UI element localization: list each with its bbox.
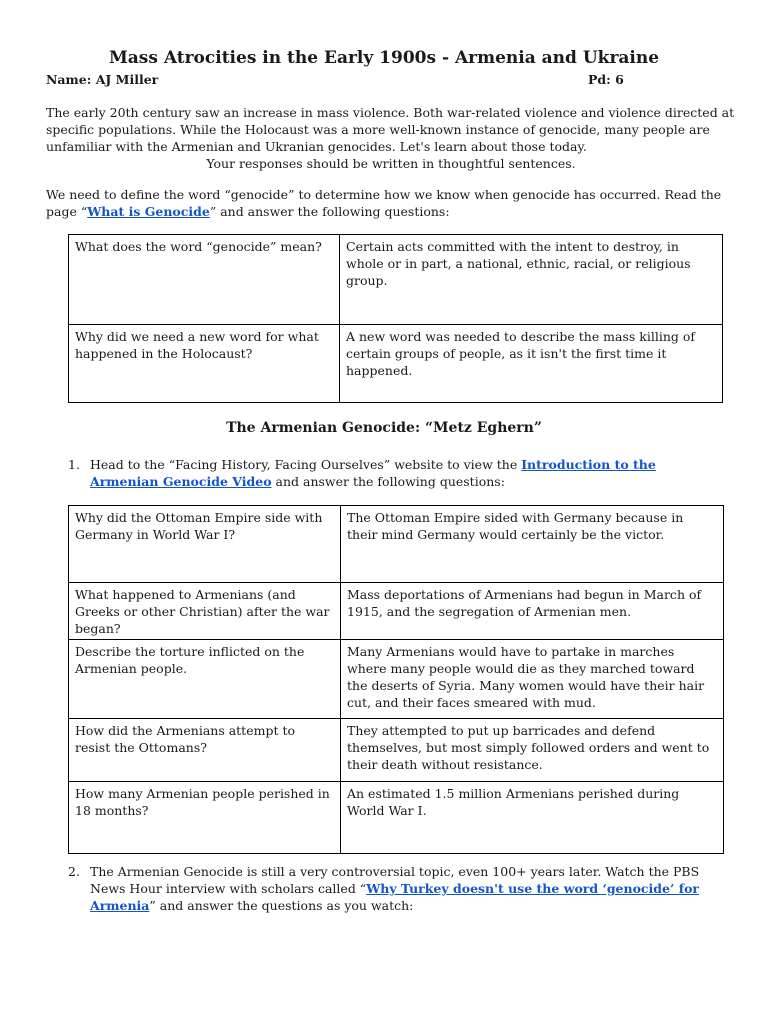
table-row [69,235,723,325]
question-cell: Why did we need a new word for what happened in the Holocaust? [69,325,340,403]
name-line [46,71,158,88]
question-cell: Describe the torture inflicted on the Armenian people. [69,640,341,719]
table-row [69,325,723,403]
item-text-after: and answer the following questions: [271,474,505,489]
answer-cell[interactable]: The Ottoman Empire sided with Germany because in their mind Germany would certainly be the victor. [341,506,724,583]
question-item-2 [68,863,718,914]
answer-cell[interactable]: A new word was needed to describe the mass killing of certain groups of people, as it isn't the first time it happened. [340,325,723,403]
page-title: Mass Atrocities in the Early 1900s - Armenia and Ukraine [108,48,660,68]
define-instructions [46,186,736,220]
what-is-genocide-link[interactable]: What is Genocide [87,204,210,219]
name-value: AJ Miller [95,72,159,87]
table-row [69,640,724,719]
table-row [69,719,724,782]
table-row [69,782,724,854]
item-text-before: Head to the “Facing History, Facing Ourselves” website to view the [90,457,522,472]
question-item-1 [68,456,718,490]
genocide-definition-table [68,234,723,403]
item-number: 1. [68,457,80,472]
answer-cell[interactable]: Many Armenians would have to partake in marches where many people would die as they marched toward the deserts of Syria. Many women would have their hair cut, and their faces smeared with mud. [341,640,724,719]
item-text [90,863,718,914]
intro-paragraph: The early 20th century saw an increase in mass violence. Both war-related violence and violence directed at specific populations. While the Holocaust was a more well-known instance of genocide, many people are unfamiliar with the Armenian and Ukranian genocides. Let's learn about those today. [46,105,735,154]
intro-section [46,104,736,172]
question-cell: What does the word “genocide” mean? [69,235,340,325]
item-number: 2. [68,864,80,879]
answer-cell[interactable]: Mass deportations of Armenians had begun in March of 1915, and the segregation of Armenian men. [341,583,724,640]
define-paragraph [46,186,736,220]
armenian-genocide-table [68,505,724,854]
question-cell: How did the Armenians attempt to resist the Ottomans? [69,719,341,782]
intro-instruction: Your responses should be written in thoughtful sentences. [206,156,576,171]
period-label: Pd: [588,72,611,87]
period-value: 6 [615,72,624,87]
define-text-after: ” and answer the following questions: [209,204,450,219]
question-cell: How many Armenian people perished in 18 months? [69,782,341,854]
name-label: Name: [46,72,92,87]
answer-cell[interactable]: Certain acts committed with the intent to destroy, in whole or in part, a national, ethnic, racial, or religious group. [340,235,723,325]
answer-cell[interactable]: An estimated 1.5 million Armenians perished during World War I. [341,782,724,854]
item-text-before: The Armenian Genocide is still a very controversial topic, even 100+ years later. Watch the PBS News Hour interview with scholars called “ [90,864,700,896]
period-line [588,71,624,88]
table-row [69,506,724,583]
turkey-genocide-interview-link[interactable]: Why Turkey doesn't use the word ‘genocide’ for Armenia [90,881,699,913]
answer-cell[interactable]: They attempted to put up barricades and defend themselves, but most simply followed orders and went to their death without resistance. [341,719,724,782]
section-heading: The Armenian Genocide: “Metz Eghern” [226,420,542,436]
item-text [90,456,718,490]
armenian-genocide-video-link[interactable]: Introduction to the Armenian Genocide Video [90,457,656,489]
item-text-after: ” and answer the questions as you watch: [149,898,414,913]
define-text-before: We need to define the word “genocide” to determine how we know when genocide has occurred. Read the page “ [46,187,722,219]
table-row [69,583,724,640]
question-cell: What happened to Armenians (and Greeks or other Christian) after the war began? [69,583,341,640]
question-cell: Why did the Ottoman Empire side with Germany in World War I? [69,506,341,583]
